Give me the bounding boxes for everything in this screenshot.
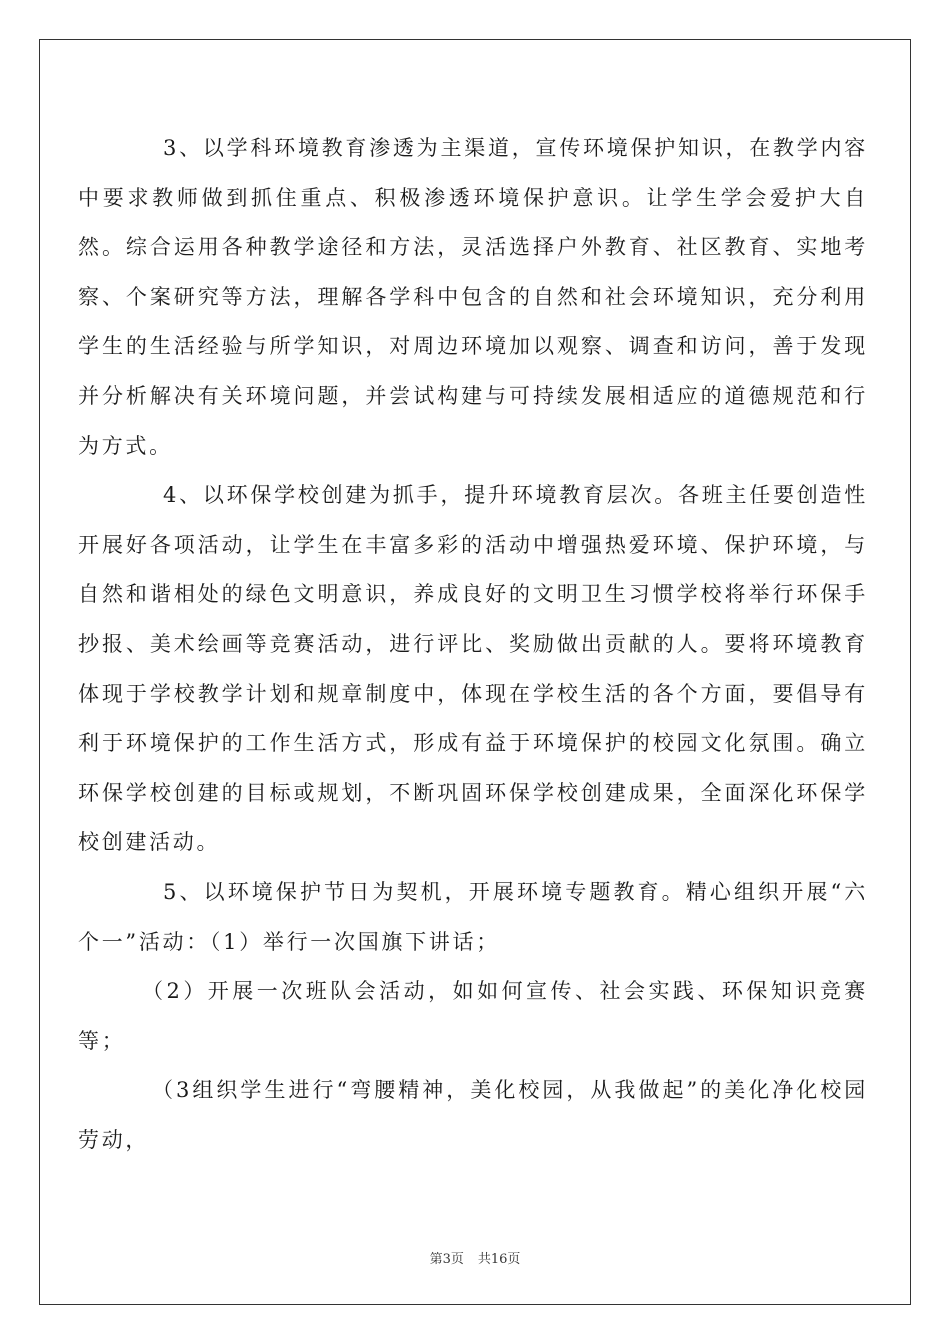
paragraph-item-5-2: （2）开展一次班队会活动，如如何宣传、社会实践、环保知识竞赛等； bbox=[78, 979, 868, 1053]
paragraph-item-5: 5、以环境保护节日为契机，开展环境专题教育。精心组织开展“六个一”活动：（1）举行一次国旗下讲话； bbox=[78, 879, 868, 954]
paragraph-item-4: 4、以环保学校创建为抓手，提升环境教育层次。各班主任要创造性开展好各项活动，让学生在丰富多彩的活动中增强热爱环境、保护环境，与自然和谐相处的绿色文明意识，养成良好的文明卫生习惯学校将举行环保手抄报、美术绘画等竞赛活动，进行评比、奖励做出贡献的人。要将环境教育体现于学校教学计划和规章制度中，体现在学校生活的各个方面，要倡导有利于环境保护的工作生活方式，形成有益于环境保护的校园文化氛围。确立环保学校创建的目标或规划，不断巩固环保学校创建成果，全面深化环保学校创建活动。 bbox=[78, 483, 868, 855]
paragraph-item-5-3: （3组织学生进行“弯腰精神，美化校园，从我做起”的美化净化校园劳动， bbox=[78, 1078, 868, 1152]
page-number: 第3页 bbox=[429, 1252, 464, 1267]
page-footer bbox=[0, 1248, 950, 1267]
page-total: 共16页 bbox=[477, 1252, 521, 1267]
document-body bbox=[78, 124, 868, 1165]
paragraph-item-3: 3、以学科环境教育渗透为主渠道，宣传环境保护知识，在教学内容中要求教师做到抓住重点、积极渗透环境保护意识。让学生学会爱护大自然。综合运用各种教学途径和方法，灵活选择户外教育、社区教育、实地考察、个案研究等方法，理解各学科中包含的自然和社会环境知识，充分利用学生的生活经验与所学知识，对周边环境加以观察、调查和访问，善于发现并分析解决有关环境问题，并尝试构建与可持续发展相适应的道德规范和行为方式。 bbox=[78, 136, 868, 458]
